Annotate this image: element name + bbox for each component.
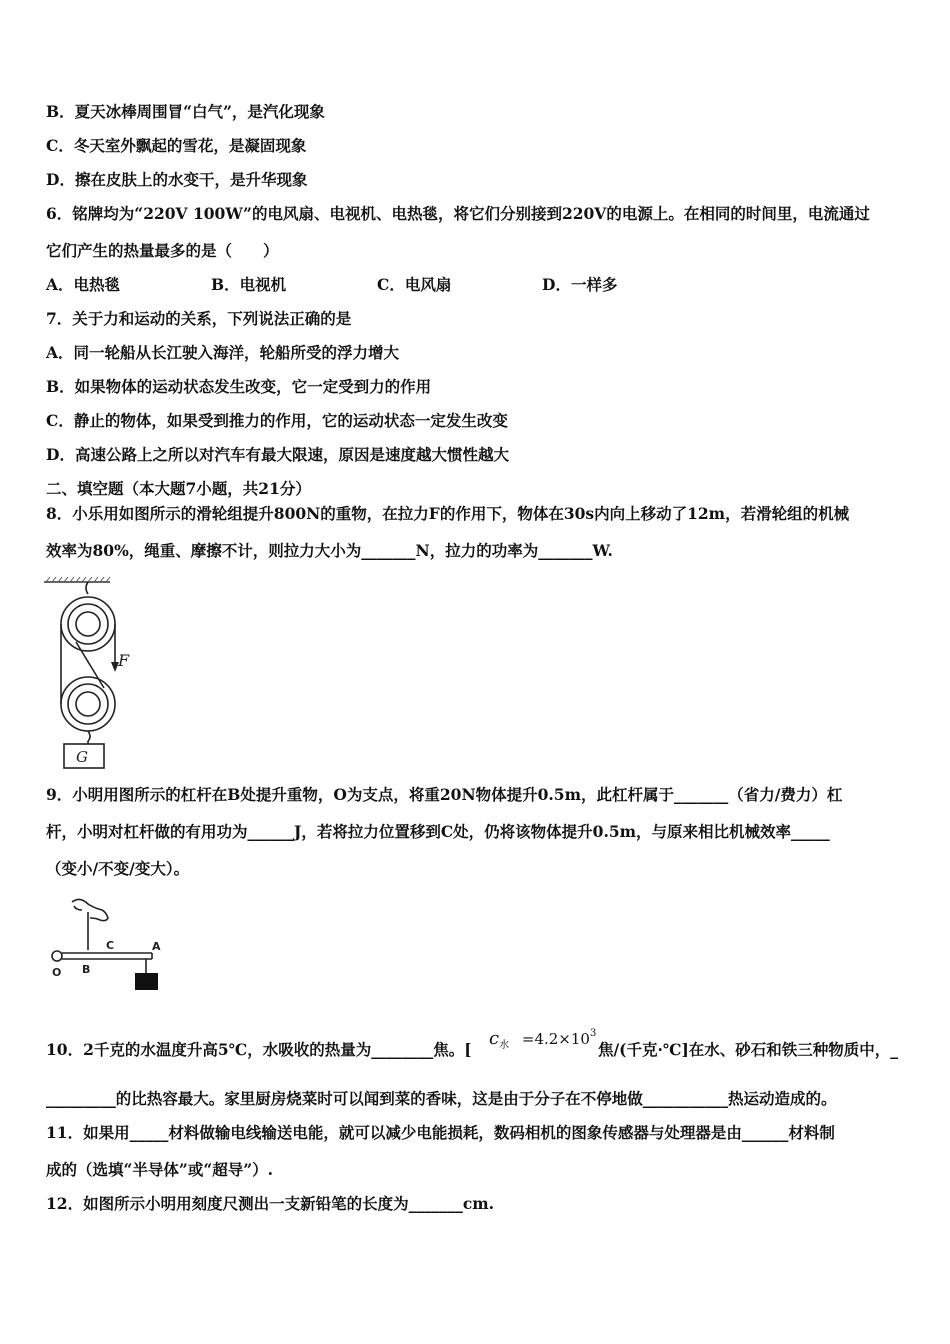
q10-stem-line1-part2: 焦/(千克·℃]在水、砂石和铁三种物质中，_	[598, 1040, 899, 1059]
q10-stem-line2: _________的比热容最大。家里厨房烧菜时可以闻到菜的香味，这是由于分子在不停地做___________热运动造成的。	[46, 1089, 837, 1108]
q6-option-d: D．一样多	[542, 275, 618, 294]
q11-stem-line2: 成的（选填“半导体”或“超导”）.	[46, 1160, 274, 1179]
q9-stem-line2: 杆，小明对杠杆做的有用功为______J，若将拉力位置移到C处，仍将该物体提升0.5m，与原来相比机械效率_____	[46, 822, 830, 841]
q9-stem-line1: 9．小明用图所示的杠杆在B处提升重物，O为支点，将重20N物体提升0.5m，此杠杆属于_______（省力/费力）杠	[46, 785, 843, 804]
pulley-force-label: F	[118, 651, 130, 670]
lever-label-b: B	[82, 963, 91, 976]
q7-option-b: B．如果物体的运动状态发生改变，它一定受到力的作用	[46, 377, 432, 396]
lever-label-o: O	[52, 966, 62, 979]
specific-heat-formula	[489, 1028, 596, 1051]
q9-stem-line3: （变小/不变/变大）。	[46, 859, 190, 878]
lever-label-c: C	[106, 939, 115, 952]
q11-stem-line1: 11．如果用_____材料做输电线输送电能，就可以减少电能损耗，数码相机的图象传感器与处理器是由______材料制	[46, 1123, 835, 1142]
q8-stem-line2: 效率为80%，绳重、摩擦不计，则拉力大小为_______N，拉力的功率为_______W.	[46, 541, 613, 560]
q6-stem-line2: 它们产生的热量最多的是（ ）	[46, 241, 279, 260]
q5-option-d: D．擦在皮肤上的水变干，是升华现象	[46, 170, 308, 189]
q6-stem-line1: 6．铭牌均为“220V 100W”的电风扇、电视机、电热毯，将它们分别接到220V的电源上。在相同的时间里，电流通过	[46, 204, 870, 223]
pulley-system-diagram	[44, 576, 134, 770]
lever-diagram	[46, 894, 176, 994]
formula-exponent: 3	[589, 1028, 597, 1039]
lever-label-a: A	[152, 940, 161, 953]
q5-option-c: C．冬天室外飘起的雪花，是凝固现象	[46, 136, 307, 155]
q6-option-a: A．电热毯	[46, 275, 121, 294]
section-fill-in-heading: 二、填空题（本大题7小题，共21分）	[46, 479, 311, 498]
formula-value: =4.2×10	[521, 1030, 590, 1048]
q8-stem-line1: 8．小乐用如图所示的滑轮组提升800N的重物，在拉力F的作用下，物体在30s内向上移动了12m，若滑轮组的机械	[46, 504, 850, 523]
q6-option-b: B．电视机	[211, 275, 287, 294]
q7-option-a: A．同一轮船从长江驶入海洋，轮船所受的浮力增大	[46, 343, 400, 362]
q10-stem-line1-part1: 10．2千克的水温度升高5℃，水吸收的热量为________焦。[	[46, 1040, 472, 1059]
formula-subscript: 水	[499, 1040, 510, 1051]
q6-option-c: C．电风扇	[377, 275, 452, 294]
q7-option-d: D．高速公路上之所以对汽车有最大限速，原因是速度越大惯性越大	[46, 445, 509, 464]
q7-option-c: C．静止的物体，如果受到推力的作用，它的运动状态一定发生改变	[46, 411, 508, 430]
q5-option-b: B．夏天冰棒周围冒“白气”，是汽化现象	[46, 102, 325, 121]
pulley-weight-label: G	[76, 748, 88, 766]
q12-stem: 12．如图所示小明用刻度尺测出一支新铅笔的长度为_______cm.	[46, 1194, 495, 1213]
formula-symbol: c	[489, 1028, 500, 1049]
q7-stem: 7．关于力和运动的关系，下列说法正确的是	[46, 309, 352, 328]
